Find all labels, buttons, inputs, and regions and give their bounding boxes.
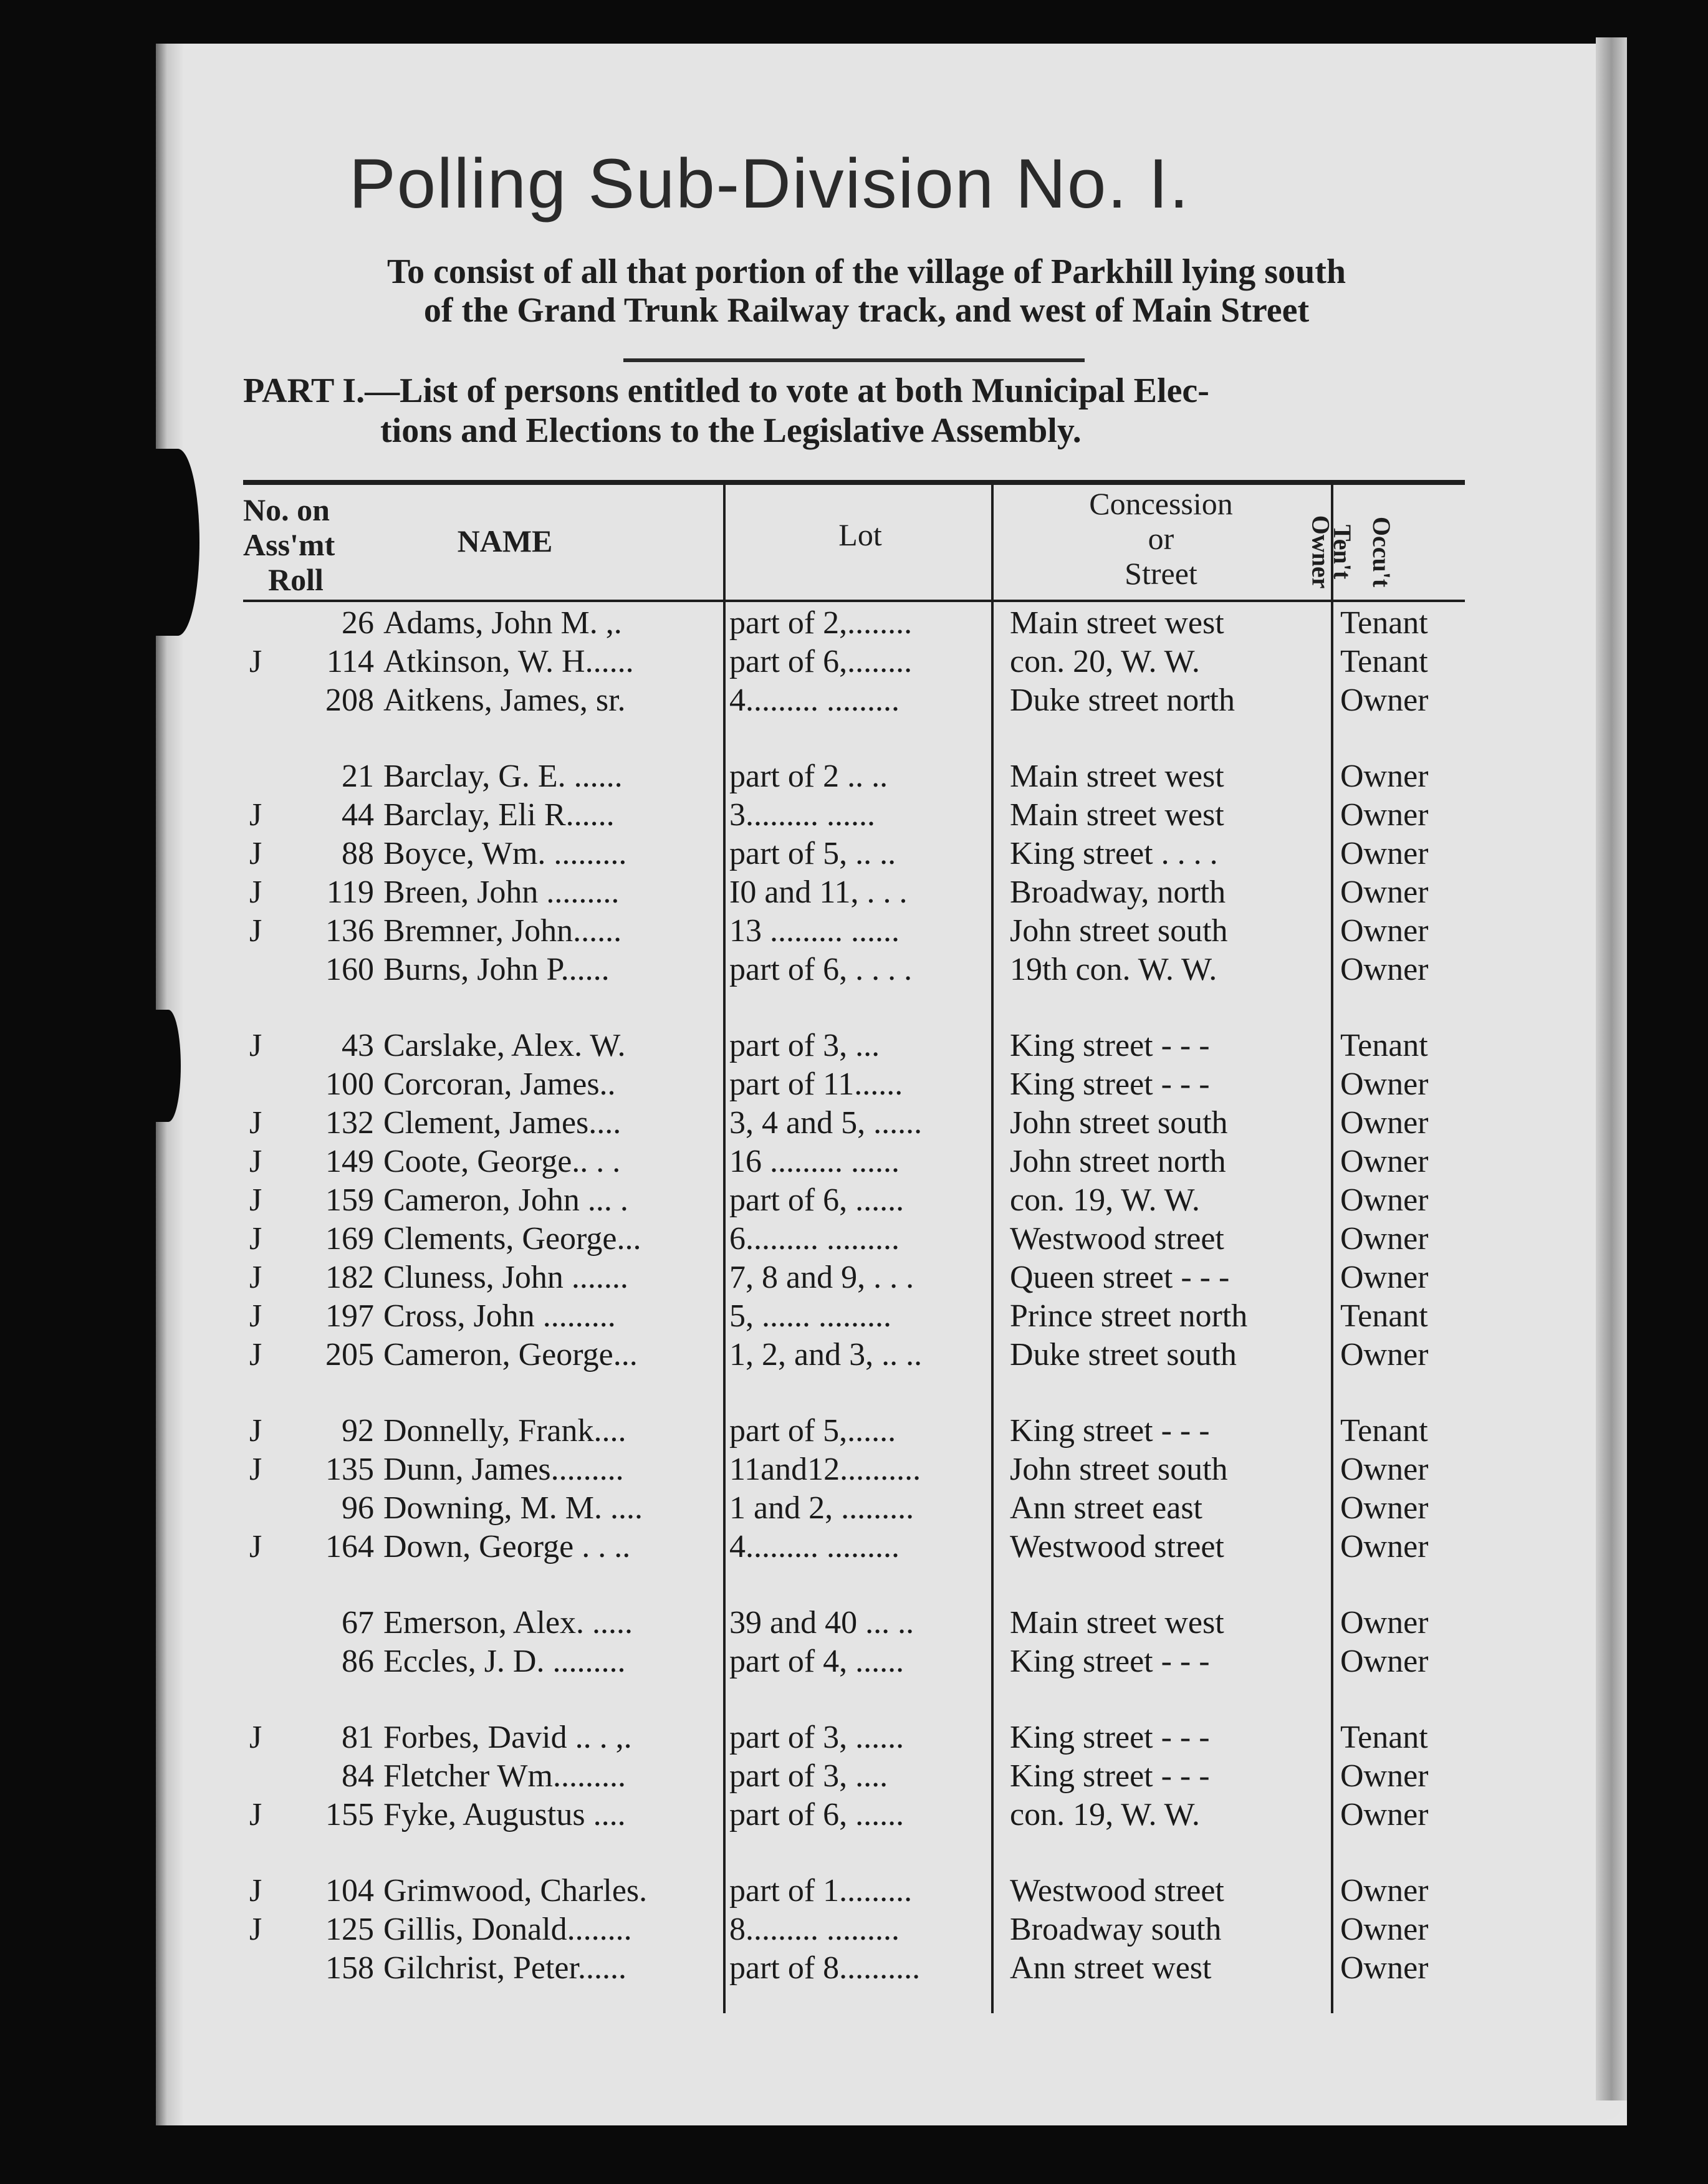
group-spacer <box>243 1835 1465 1872</box>
roll-number: 43 <box>342 1028 374 1063</box>
voter-name: Dunn, James......... <box>383 1452 624 1487</box>
header-lot: Lot <box>838 517 882 552</box>
lot-cell: 4......... ......... <box>729 682 900 718</box>
lot-cell: 6......... ......... <box>729 1221 900 1257</box>
street-cell: Main street west <box>1010 759 1224 794</box>
juror-mark: J <box>249 1873 262 1909</box>
occupancy-cell: Tenant <box>1340 1298 1428 1334</box>
street-cell: Broadway, north <box>1010 874 1226 910</box>
group-spacer <box>243 1682 1465 1719</box>
header-text: Roll <box>268 562 324 597</box>
juror-mark: J <box>249 1797 262 1832</box>
juror-mark: J <box>249 1720 262 1755</box>
occupancy-cell: Tenant <box>1340 1413 1428 1449</box>
table-top-rule <box>243 480 1465 485</box>
voter-name: Cameron, John ... . <box>383 1182 628 1218</box>
occupancy-cell: Owner <box>1340 1452 1429 1487</box>
occupancy-cell: Owner <box>1340 1873 1429 1909</box>
lot-cell: 3......... ...... <box>729 797 875 833</box>
table-row <box>243 1451 1465 1490</box>
occupancy-cell: Owner <box>1340 1758 1429 1794</box>
voter-name: Eccles, J. D. ......... <box>383 1644 626 1679</box>
street-cell: Queen street - - - <box>1010 1260 1230 1295</box>
roll-number: 208 <box>325 682 374 718</box>
roll-number: 169 <box>325 1221 374 1257</box>
street-cell: Prince street north <box>1010 1298 1248 1334</box>
header-no <box>243 492 368 597</box>
roll-number: 100 <box>325 1066 374 1102</box>
street-cell: Main street west <box>1010 797 1224 833</box>
voter-table <box>243 480 1465 2013</box>
occupancy-cell: Owner <box>1340 1260 1429 1295</box>
page-edge <box>1596 37 1627 2100</box>
juror-mark: J <box>249 1298 262 1334</box>
header-name: NAME <box>457 524 553 558</box>
header-text: Ten't <box>1328 524 1357 580</box>
table-row <box>243 1104 1465 1143</box>
occupancy-cell: Owner <box>1340 1529 1429 1564</box>
roll-number: 125 <box>325 1912 374 1947</box>
voter-name: Cross, John ......... <box>383 1298 616 1334</box>
occupancy-cell: Owner <box>1340 1182 1429 1218</box>
table-row <box>243 1298 1465 1336</box>
voter-name: Gilchrist, Peter...... <box>383 1950 626 1986</box>
juror-mark: J <box>249 1529 262 1564</box>
header-text: Owner <box>1307 515 1335 589</box>
header-text: Street <box>1125 556 1197 591</box>
page-title: Polling Sub-Division No. I. <box>349 145 1190 223</box>
street-cell: con. 19, W. W. <box>1010 1182 1200 1218</box>
occupancy-cell: Owner <box>1340 1912 1429 1947</box>
table-row <box>243 1528 1465 1567</box>
voter-name: Gillis, Donald........ <box>383 1912 632 1947</box>
voter-name: Atkinson, W. H...... <box>383 644 634 679</box>
table-row <box>243 1066 1465 1104</box>
juror-mark: J <box>249 1912 262 1947</box>
street-cell: John street north <box>1010 1144 1226 1179</box>
roll-number: 135 <box>325 1452 374 1487</box>
roll-number: 92 <box>342 1413 374 1449</box>
voter-name: Clements, George... <box>383 1221 641 1257</box>
voter-name: Emerson, Alex. ..... <box>383 1605 633 1640</box>
street-cell: John street south <box>1010 913 1228 949</box>
table-row <box>243 605 1465 643</box>
juror-mark: J <box>249 1144 262 1179</box>
part-line: PART I.—List of persons entitled to vote at both Municipal Elec- <box>243 371 1209 410</box>
occupancy-cell: Owner <box>1340 759 1429 794</box>
lot-cell: 5, ...... ......... <box>729 1298 891 1334</box>
roll-number: 84 <box>342 1758 374 1794</box>
voter-name: Grimwood, Charles. <box>383 1873 648 1909</box>
juror-mark: J <box>249 1413 262 1449</box>
lot-cell: 1 and 2, ......... <box>729 1490 914 1526</box>
roll-number: 96 <box>342 1490 374 1526</box>
header-text: Occu't <box>1368 516 1396 588</box>
street-cell: King street - - - <box>1010 1720 1210 1755</box>
roll-number: 104 <box>325 1873 374 1909</box>
street-cell: King street - - - <box>1010 1066 1210 1102</box>
occupancy-cell: Owner <box>1340 1644 1429 1679</box>
roll-number: 114 <box>326 644 374 679</box>
header-rule <box>243 600 1465 602</box>
occupancy-cell: Tenant <box>1340 644 1428 679</box>
juror-mark: J <box>249 1105 262 1141</box>
voter-name: Barclay, G. E. ...... <box>383 759 623 794</box>
lot-cell: part of 6,........ <box>729 644 913 679</box>
voter-name: Bremner, John...... <box>383 913 622 949</box>
voter-name: Cluness, John ....... <box>383 1260 628 1295</box>
roll-number: 164 <box>325 1529 374 1564</box>
lot-cell: part of 3, .... <box>729 1758 888 1794</box>
roll-number: 155 <box>325 1797 374 1832</box>
lot-cell: part of 5,...... <box>729 1413 896 1449</box>
occupancy-cell: Owner <box>1340 1490 1429 1526</box>
roll-number: 44 <box>342 797 374 833</box>
voter-name: Boyce, Wm. ......... <box>383 836 627 871</box>
occupancy-cell: Owner <box>1340 1337 1429 1372</box>
table-row <box>243 643 1465 682</box>
table-row <box>243 1182 1465 1220</box>
table-row <box>243 1643 1465 1682</box>
voter-name: Down, George . . .. <box>383 1529 631 1564</box>
voter-name: Adams, John M. ,. <box>383 605 622 641</box>
occupancy-cell: Owner <box>1340 1066 1429 1102</box>
street-cell: King street - - - <box>1010 1413 1210 1449</box>
roll-number: 159 <box>325 1182 374 1218</box>
lot-cell: part of 4, ...... <box>729 1644 904 1679</box>
occupancy-cell: Tenant <box>1340 1720 1428 1755</box>
lot-cell: 8......... ......... <box>729 1912 900 1947</box>
voter-name: Corcoran, James.. <box>383 1066 616 1102</box>
header-text: or <box>1148 521 1174 556</box>
occupancy-cell: Owner <box>1340 1950 1429 1986</box>
street-cell: Broadway south <box>1010 1912 1222 1947</box>
group-spacer <box>243 721 1465 758</box>
header-concession <box>991 486 1331 591</box>
occupancy-cell: Owner <box>1340 1221 1429 1257</box>
juror-mark: J <box>249 644 262 679</box>
table-row <box>243 1872 1465 1911</box>
occupancy-cell: Owner <box>1340 1144 1429 1179</box>
lot-cell: part of 11...... <box>729 1066 903 1102</box>
voter-name: Cameron, George... <box>383 1337 638 1372</box>
street-cell: Main street west <box>1010 605 1224 641</box>
roll-number: 182 <box>325 1260 374 1295</box>
roll-number: 132 <box>325 1105 374 1141</box>
table-row <box>243 874 1465 912</box>
table-row <box>243 758 1465 797</box>
lot-cell: part of 6, . . . . <box>729 952 913 987</box>
voter-name: Fletcher Wm......... <box>383 1758 626 1794</box>
occupancy-cell: Owner <box>1340 797 1429 833</box>
roll-number: 88 <box>342 836 374 871</box>
table-row <box>243 1950 1465 1988</box>
occupancy-cell: Owner <box>1340 913 1429 949</box>
torn-edge <box>156 449 199 636</box>
juror-mark: J <box>249 1337 262 1372</box>
table-row <box>243 1490 1465 1528</box>
street-cell: King street - - - <box>1010 1644 1210 1679</box>
lot-cell: 3, 4 and 5, ...... <box>729 1105 923 1141</box>
street-cell: Duke street south <box>1010 1337 1237 1372</box>
occupancy-cell: Owner <box>1340 1797 1429 1832</box>
street-cell: John street south <box>1010 1105 1228 1141</box>
lot-cell: 7, 8 and 9, . . . <box>729 1260 914 1295</box>
lot-cell: part of 2,........ <box>729 605 913 641</box>
street-cell: King street - - - <box>1010 1028 1210 1063</box>
juror-mark: J <box>249 1182 262 1218</box>
roll-number: 149 <box>325 1144 374 1179</box>
street-cell: Main street west <box>1010 1605 1224 1640</box>
voter-name: Aitkens, James, sr. <box>383 682 626 718</box>
street-cell: Ann street east <box>1010 1490 1203 1526</box>
voter-name: Burns, John P...... <box>383 952 610 987</box>
occupancy-cell: Owner <box>1340 874 1429 910</box>
table-row <box>243 1911 1465 1950</box>
roll-number: 119 <box>326 874 374 910</box>
table-row <box>243 951 1465 990</box>
lot-cell: part of 5, .. .. <box>729 836 896 871</box>
lot-cell: 1, 2, and 3, .. .. <box>729 1337 923 1372</box>
group-spacer <box>243 990 1465 1027</box>
description-line: of the Grand Trunk Railway track, and west of Main Street <box>423 291 1310 330</box>
lot-cell: part of 1......... <box>729 1873 913 1909</box>
voter-name: Downing, M. M. .... <box>383 1490 643 1526</box>
table-row <box>243 835 1465 874</box>
table-row <box>243 912 1465 951</box>
street-cell: King street - - - <box>1010 1758 1210 1794</box>
occupancy-cell: Owner <box>1340 1105 1429 1141</box>
roll-number: 21 <box>342 759 374 794</box>
table-row <box>243 1796 1465 1835</box>
table-row <box>243 1143 1465 1182</box>
street-cell: Westwood street <box>1010 1529 1224 1564</box>
roll-number: 26 <box>342 605 374 641</box>
roll-number: 136 <box>325 913 374 949</box>
juror-mark: J <box>249 1452 262 1487</box>
street-cell: con. 19, W. W. <box>1010 1797 1200 1832</box>
header-occupancy <box>1307 487 1452 600</box>
roll-number: 67 <box>342 1605 374 1640</box>
juror-mark: J <box>249 1028 262 1063</box>
table-row <box>243 1259 1465 1298</box>
torn-edge <box>156 1010 181 1122</box>
roll-number: 158 <box>325 1950 374 1986</box>
street-cell: con. 20, W. W. <box>1010 644 1200 679</box>
table-row <box>243 1027 1465 1066</box>
occupancy-cell: Tenant <box>1340 605 1428 641</box>
description-line: To consist of all that portion of the village of Parkhill lying south <box>386 252 1346 291</box>
lot-cell: part of 3, ...... <box>729 1720 904 1755</box>
juror-mark: J <box>249 1221 262 1257</box>
occupancy-cell: Owner <box>1340 1605 1429 1640</box>
juror-mark: J <box>249 797 262 833</box>
street-cell: John street south <box>1010 1452 1228 1487</box>
voter-name: Carslake, Alex. W. <box>383 1028 626 1063</box>
lot-cell: part of 3, ... <box>729 1028 880 1063</box>
occupancy-cell: Owner <box>1340 836 1429 871</box>
lot-cell: 16 ......... ...... <box>729 1144 900 1179</box>
voter-name: Coote, George.. . . <box>383 1144 621 1179</box>
header-text: Ass'mt <box>243 527 335 562</box>
part-line: tions and Elections to the Legislative Assembly. <box>380 411 1082 450</box>
lot-cell: 11and12.......... <box>729 1452 921 1487</box>
roll-number: 86 <box>342 1644 374 1679</box>
voter-name: Donnelly, Frank.... <box>383 1413 626 1449</box>
lot-cell: part of 6, ...... <box>729 1797 904 1832</box>
group-spacer <box>243 1375 1465 1412</box>
lot-cell: 13 ......... ...... <box>729 913 900 949</box>
street-cell: 19th con. W. W. <box>1010 952 1217 987</box>
lot-cell: 4......... ......... <box>729 1529 900 1564</box>
lot-cell: part of 8.......... <box>729 1950 921 1986</box>
table-row <box>243 1220 1465 1259</box>
table-body <box>243 605 1465 1988</box>
juror-mark: J <box>249 1260 262 1295</box>
table-row <box>243 1758 1465 1796</box>
table-row <box>243 1336 1465 1375</box>
table-row <box>243 1412 1465 1451</box>
lot-cell: part of 2 .. .. <box>729 759 888 794</box>
header-text: No. on <box>243 492 330 527</box>
table-row <box>243 682 1465 721</box>
description <box>237 252 1496 330</box>
street-cell: Westwood street <box>1010 1221 1224 1257</box>
roll-number: 160 <box>325 952 374 987</box>
voter-name: Clement, James.... <box>383 1105 621 1141</box>
table-row <box>243 797 1465 835</box>
street-cell: Westwood street <box>1010 1873 1224 1909</box>
table-row <box>243 1719 1465 1758</box>
lot-cell: part of 6, ...... <box>729 1182 904 1218</box>
juror-mark: J <box>249 913 262 949</box>
roll-number: 81 <box>342 1720 374 1755</box>
voter-name: Fyke, Augustus .... <box>383 1797 626 1832</box>
street-cell: Duke street north <box>1010 682 1235 718</box>
occupancy-cell: Tenant <box>1340 1028 1428 1063</box>
voter-name: Barclay, Eli R...... <box>383 797 615 833</box>
part-heading <box>243 371 1490 451</box>
voter-name: Breen, John ......... <box>383 874 620 910</box>
title-rule <box>623 358 1085 362</box>
street-cell: Ann street west <box>1010 1950 1212 1986</box>
juror-mark: J <box>249 836 262 871</box>
roll-number: 197 <box>325 1298 374 1334</box>
voter-name: Forbes, David .. . ,. <box>383 1720 632 1755</box>
occupancy-cell: Owner <box>1340 952 1429 987</box>
lot-cell: I0 and 11, . . . <box>729 874 908 910</box>
lot-cell: 39 and 40 ... .. <box>729 1605 914 1640</box>
roll-number: 205 <box>325 1337 374 1372</box>
street-cell: King street . . . . <box>1010 836 1218 871</box>
occupancy-cell: Owner <box>1340 682 1429 718</box>
group-spacer <box>243 1567 1465 1604</box>
table-row <box>243 1604 1465 1643</box>
juror-mark: J <box>249 874 262 910</box>
header-text: Concession <box>1089 486 1233 521</box>
